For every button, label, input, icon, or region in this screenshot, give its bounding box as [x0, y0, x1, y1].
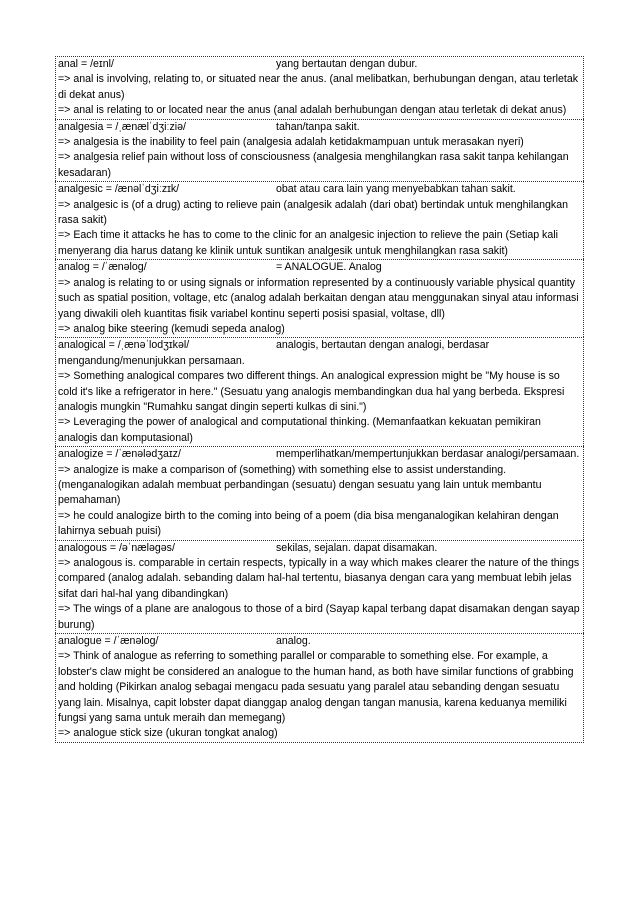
- entry-term: analogize = /ˈænələdʒaɪz/: [58, 448, 181, 461]
- entry-headword-line: [58, 260, 581, 275]
- entry-example-line: => analog is relating to or using signals or information represented by a continuously variable physical quantity such as spatial position, voltage, etc (analog adalah berkaitan dengan atau menggunakan sinyal atau informasi yang diwakili oleh kuantitas fisik variabel kontinu seperti posisi spasial, voltase, dll): [58, 276, 579, 320]
- entry-example-line: => analgesia is the inability to feel pain (analgesia adalah ketidakmampuan untuk merasakan nyeri): [58, 136, 524, 149]
- entry-term: analgesia = /ˌænælˈdʒiːziə/: [58, 120, 186, 133]
- dictionary-entry: [55, 446, 584, 539]
- entry-meaning: obat atau cara lain yang menyebabkan tahan sakit.: [276, 183, 516, 196]
- entry-meaning: yang bertautan dengan dubur.: [276, 58, 418, 70]
- entry-headword-line: [58, 120, 581, 135]
- entry-headword-line: [58, 57, 581, 72]
- entry-meaning: sekilas, sejalan. dapat disamakan.: [276, 541, 438, 554]
- entry-meaning: tahan/tanpa sakit.: [276, 120, 360, 133]
- entry-example-line: => anal is involving, relating to, or situated near the anus. (anal melibatkan, berhubungan dengan, atau terletak di dekat anus): [58, 73, 579, 101]
- entry-meaning: = ANALOGUE. Analog: [276, 261, 382, 274]
- dictionary-entry: [55, 56, 584, 119]
- entry-term: analogous = /əˈnæləgəs/: [58, 541, 175, 554]
- entry-example-line: => Each time it attacks he has to come to the clinic for an analgesic injection to relieve the pain (Setiap kali menyerang dia harus datang ke klinik untuk suntikan analgesik untuk menghilangkan rasa sakit): [58, 229, 558, 257]
- entry-example-line: => anal is relating to or located near the anus (anal adalah berhubungan dengan atau terletak di dekat anus): [58, 104, 567, 117]
- entry-headword-line: [58, 447, 581, 462]
- dictionary-entry: [55, 259, 584, 337]
- entry-headword-line: [58, 182, 581, 197]
- dictionary-entry: [55, 119, 584, 182]
- entry-term: analgesic = /ænəlˈdʒiːzɪk/: [58, 183, 180, 196]
- dictionary-entry: [55, 540, 584, 633]
- entry-example-line: => analgesic is (of a drug) acting to relieve pain (analgesik adalah (dari obat) bertindak untuk menghilangkan rasa sakit): [58, 198, 568, 227]
- dictionary-page: [55, 56, 584, 743]
- entry-headword-line: [58, 338, 581, 369]
- entry-example-line: => analogize is make a comparison of (something) with something else to assist understanding. (menganalogikan adalah membuat perbandingan (sesuatu) dengan sesuatu yang lain untuk membantu pemahaman): [58, 463, 542, 507]
- entry-example-line: => analgesia relief pain without loss of consciousness (analgesia menghilangkan rasa sakit tanpa kehilangan kesadaran): [58, 151, 569, 179]
- entry-example-line: => The wings of a plane are analogous to those of a bird (Sayap kapal terbang dapat disamakan dengan sayap: [58, 603, 580, 616]
- entry-example-line: => analogue stick size (ukuran tongkat analog): [58, 727, 278, 740]
- entry-example-line: => analogous is. comparable in certain respects, typically in a way which makes clearer the nature of the things compared (analog adalah. sebanding dalam hal-hal tertentu, biasanya dengan cara yang membuat lebih jelas sifat dari hal-hal yang dibandingkan): [58, 557, 580, 600]
- entry-meaning: memperlihatkan/mempertunjukkan berdasar analogi/persamaan.: [276, 448, 580, 461]
- entry-example-line: => analog bike steering (kemudi sepeda analog): [58, 322, 285, 335]
- entry-term: analogical = /ˌænəˈlodʒɪkəl/: [58, 339, 190, 352]
- entry-example-line: burung): [58, 618, 95, 631]
- entry-meaning: analogis, bertautan dengan analogi, berdasar mengandung/menunjukkan persamaan.: [58, 339, 490, 367]
- entry-term: anal = /eɪnl/: [58, 58, 114, 70]
- entry-headword-line: [58, 634, 581, 649]
- entry-example-line: => Leveraging the power of analogical and computational thinking. (Memanfaatkan kekuatan pemikiran analogis dan komputasional): [58, 416, 541, 444]
- entry-example-line: => Something analogical compares two different things. An analogical expression might be "My house is so cold it's like a refrigerator in here." (Sesuatu yang analogis membandingkan dua hal yang berbeda. Ekspresi analogis mungkin "Rumahku sangat dingin seperti kulkas di sini."): [58, 370, 565, 413]
- dictionary-entry: [55, 633, 584, 743]
- entry-example-line: => Think of analogue as referring to something parallel or comparable to something else. For example, a lobster's claw might be considered an analogue to the human hand, as both have similar functions of grabbing and holding (Pikirkan analog sebagai mengacu pada sesuatu yang paralel atau sebanding dengan sesuatu yang lain. Misalnya, capit lobster dapat dianggap analog dengan tangan manusia, karena keduanya memiliki fungsi yang sama untuk meraih dan memegang): [58, 650, 574, 725]
- dictionary-entry: [55, 181, 584, 259]
- entry-example-line: => he could analogize birth to the coming into being of a poem (dia bisa menganalogikan kelahiran dengan lahirnya sebuah puisi): [58, 509, 559, 538]
- entry-term: analogue = /ˈænəlog/: [58, 635, 159, 648]
- entry-meaning: analog.: [276, 635, 311, 648]
- entry-headword-line: [58, 541, 581, 556]
- dictionary-entry: [55, 337, 584, 446]
- entry-term: analog = /ˈænəlog/: [58, 261, 147, 274]
